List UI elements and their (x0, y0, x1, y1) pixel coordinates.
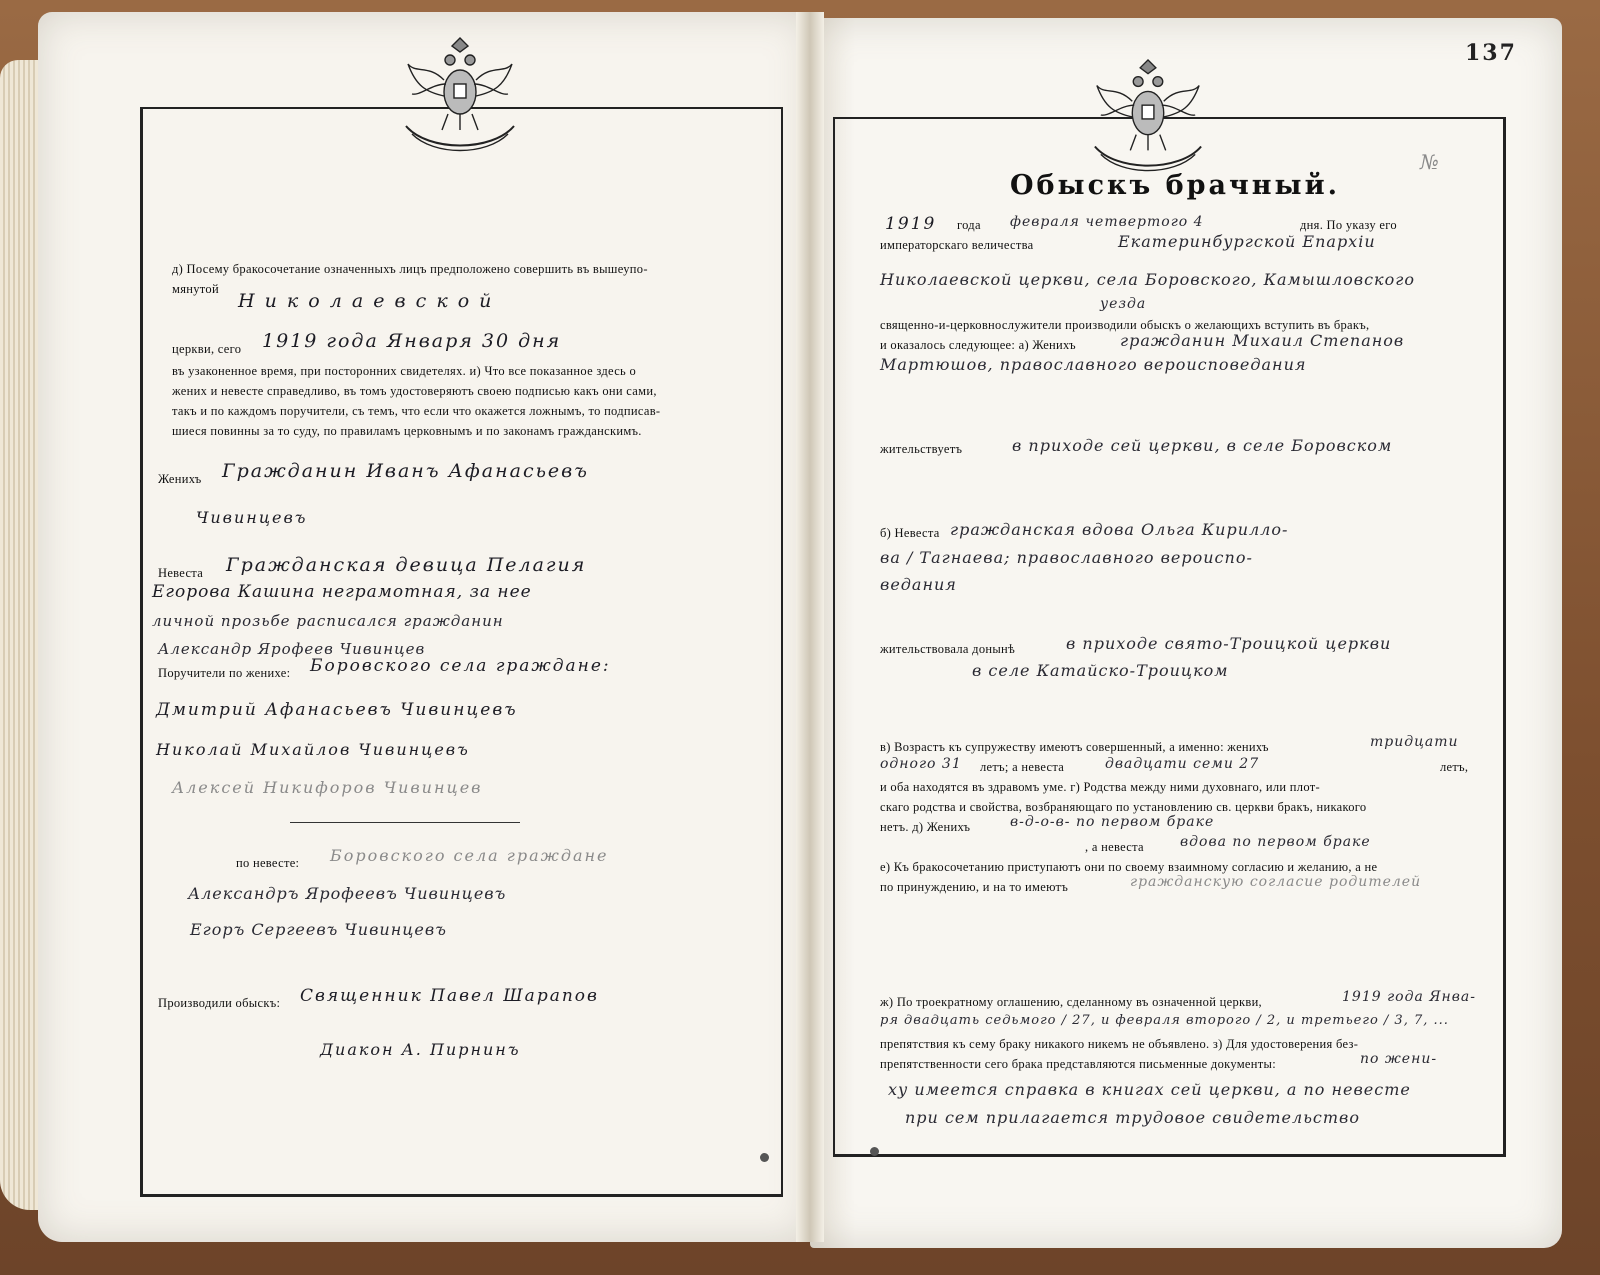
imperial-eagle-emblem-right-icon (1086, 56, 1210, 174)
bride-residence-label: жительствовала донынѣ (880, 642, 1016, 656)
age-printed-1: в) Возрастъ къ супружеству имеютъ совершенный, а именно: женихъ (880, 740, 1269, 754)
page-title: Обыскъ брачный. (1010, 170, 1341, 201)
left-printed-7: такъ и по каждомъ поручители, съ темъ, что если что окажется ложнымъ, то подписав- (172, 404, 661, 418)
book-gutter (796, 12, 824, 1242)
banns-hand-1: 1919 года Янва- (1342, 989, 1477, 1005)
age-printed-2b: летъ, (1440, 760, 1469, 774)
record-year: 1919 (885, 214, 937, 234)
left-printed-8: шиеся повинны за то суду, по правиламъ церковнымъ и по законамъ гражданскимъ. (172, 424, 642, 438)
bride-hand-1: гражданская вдова Ольга Кирилло- (950, 520, 1289, 539)
groom-guarantor-hand-2: Николай Михайлов Чивинцевъ (156, 740, 470, 759)
left-printed-6: жених и невесте справедливо, въ томъ удостоверяютъ своею подписью какъ они сами, (172, 384, 657, 398)
bride-label: б) Невеста (880, 526, 940, 540)
groom-printed: и оказалось следующее: а) Женихъ (880, 338, 1076, 352)
record-date: февраля четвертого 4 (1010, 214, 1204, 230)
binding-hole-left (760, 1153, 769, 1162)
bride-guarantor-hand-2: Егоръ Сергеевъ Чивинцевъ (190, 920, 447, 939)
banns-hand-2: ря двадцать седьмого / 27, и февраля второго / 2, и третьего / 3, 7, ... (880, 1013, 1449, 1028)
groom-residence-hand: в приходе сей церкви, в селе Боровском (1012, 436, 1393, 455)
bride-guarantors-hand-0: Боровского села граждане (330, 846, 609, 865)
banns-printed-3: препятствия къ сему браку никакого никемъ не объявлено. з) Для удостоверения без- (880, 1037, 1359, 1051)
record-day-label: дня. По указу его (1300, 218, 1397, 232)
bride-signature-hand-3: личной прозьбе расписался гражданин (152, 612, 504, 630)
bride-signature-hand-1: Гражданская девица Пелагия (226, 554, 587, 576)
left-printed-1: д) Посему бракосочетание означенныхъ лицъ предположено совершить въ вышеупо- (172, 262, 648, 276)
bride-hand-3: ведания (880, 575, 957, 594)
groom-guarantors-hand-0: Боровского села граждане: (310, 656, 611, 676)
banns-hand-5: ху имеется справка в книгах сей церкви, а по невесте (888, 1080, 1411, 1099)
uezd-hand: уезда (1100, 296, 1147, 312)
decree-printed: императорскаго величества (880, 238, 1034, 252)
groom-status-hand: в-д-о-в- по первом браке (1010, 814, 1215, 830)
diocese-hand: Екатеринбургской Епархiи (1118, 232, 1376, 251)
groom-guarantor-hand-1: Дмитрий Афанасьевъ Чивинцевъ (156, 700, 518, 720)
consent-printed-2: по принуждению, и на то имеютъ (880, 880, 1069, 894)
record-year-label: года (957, 218, 981, 232)
groom-hand: гражданин Михаил Степанов (1120, 331, 1405, 350)
consent-printed-1: е) Къ бракосочетанию приступаютъ они по своему взаимному согласию и желанию, а не (880, 860, 1378, 874)
groom-guarantor-hand-3: Алексей Никифоров Чивинцев (172, 778, 483, 797)
groom-guarantors-label: Поручители по женихе: (158, 666, 291, 680)
clergy-printed: священно-и-церковнослужители производили обыскъ о желающихъ вступить въ бракъ, (880, 318, 1370, 332)
consent-hand: гражданскую согласие родителей (1130, 874, 1422, 890)
left-date-hand: 1919 года Января 30 дня (262, 330, 562, 352)
deacon-signature-hand: Диакон А. Пирнинъ (320, 1040, 521, 1059)
bride-status-printed: , а невеста (1085, 840, 1144, 854)
bride-hand-2: ва / Тагнаева; православного вероиспо- (880, 548, 1253, 567)
age-printed-2a: летъ; а невеста (980, 760, 1065, 774)
bride-residence-hand-2: в селе Катайско-Троицком (972, 661, 1229, 680)
record-number-mark: № (1420, 150, 1440, 174)
banns-printed-1: ж) По троекратному оглашению, сделанному въ означенной церкви, (880, 995, 1262, 1009)
age-hand-bride: двадцати семи 27 (1105, 756, 1260, 772)
signature-divider (290, 822, 520, 823)
performed-by-label: Производили обыскъ: (158, 996, 281, 1010)
church-hand: Николаевской церкви, села Боровского, Камышловского (880, 270, 1415, 289)
left-printed-2: мянутой (172, 282, 219, 296)
page-number: 137 (1465, 40, 1517, 66)
groom-religion-hand: Мартюшов, православного вероисповедания (880, 355, 1307, 374)
banns-hand-6: при сем прилагается трудовое свидетельство (905, 1108, 1360, 1127)
kinship-printed-1: и оба находятся въ здравомъ уме. г) Родства между ними духовнаго, или плот- (880, 780, 1320, 794)
binding-hole-right (870, 1147, 879, 1156)
groom-signature-hand-2: Чивинцевъ (196, 508, 308, 527)
age-hand-groom-2: одного 31 (880, 756, 962, 772)
left-printed-4: церкви, сего (172, 342, 242, 356)
bride-signature-label: Невеста (158, 566, 204, 580)
groom-signature-hand-1: Гражданин Иванъ Афанасьевъ (222, 460, 589, 482)
priest-signature-hand: Священник Павел Шарапов (300, 986, 599, 1006)
age-hand-groom: тридцати (1370, 734, 1459, 750)
bride-signature-hand-2: Егорова Кашина неграмотная, за нее (152, 582, 532, 602)
groom-residence-label: жительствуетъ (880, 442, 963, 456)
banns-hand-4: по жени- (1360, 1051, 1438, 1067)
groom-signature-label: Женихъ (158, 472, 202, 486)
left-church-hand: Н и к о л а е в с к о й (238, 290, 494, 312)
bride-residence-hand-1: в приходе свято-Троицкой церкви (1066, 634, 1392, 653)
kinship-printed-2: скаго родства и свойства, возбраняющаго по установлению св. церкви бракъ, никакого (880, 800, 1367, 814)
bride-guarantors-label: по невесте: (236, 856, 300, 870)
bride-guarantor-hand-1: Александръ Ярофеевъ Чивинцевъ (188, 884, 507, 903)
left-printed-5: въ узаконенное время, при посторонних свидетелях. и) Что все показанное здесь о (172, 364, 637, 378)
imperial-eagle-emblem-left-icon (398, 34, 522, 154)
bride-signature-hand-4: Александр Ярофеев Чивинцев (158, 640, 426, 658)
banns-printed-4: препятственности сего брака представляются письменные документы: (880, 1057, 1276, 1071)
bride-status-hand: вдова по первом браке (1180, 834, 1371, 850)
groom-status-printed: нетъ. д) Женихъ (880, 820, 971, 834)
